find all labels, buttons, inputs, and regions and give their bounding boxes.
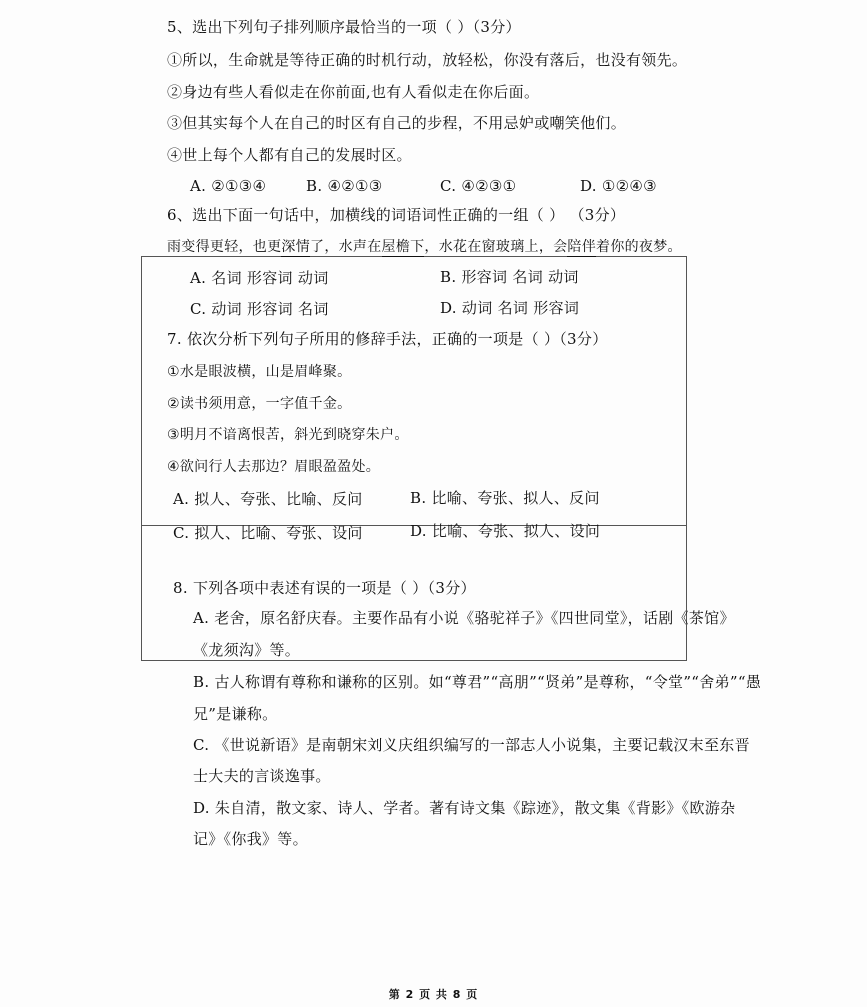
q7-sentence-4: ④欲问行人去那边？眉眼盈盈处。 <box>167 459 381 475</box>
q6-sentence-part-3: ，水花在窗玻璃上，会 <box>424 239 568 255</box>
q8-option-a-line-1: A. 老舍，原名舒庆春。主要作品有小说《骆驼祥子》《四世同堂》，话剧《茶馆》 <box>193 609 735 627</box>
q7-option-d: D. 比喻、夸张、拟人、设问 <box>410 522 601 540</box>
q7-sentence-3: ③明月不谙离恨苦，斜光到晓穿朱户。 <box>167 427 409 443</box>
q6-option-b: B. 形容词 名词 动词 <box>440 268 579 286</box>
q6-underlined-word-2: 屋檐下 <box>381 239 425 255</box>
q8-option-b-line-1: B. 古人称谓有尊称和谦称的区别。如“尊君”“高朋”“贤弟”是尊称，“令堂”“舍弟”“愚 <box>193 673 762 691</box>
q6-sentence-part-1: 雨变得更轻，也更 <box>167 239 282 255</box>
q8-option-b-line-2: 兄”是谦称。 <box>193 705 278 723</box>
page-number-footer: 第 2 页 共 8 页 <box>388 988 479 1001</box>
q5-sentence-4: ④世上每个人都有自己的发展时区。 <box>167 146 412 164</box>
q6-underlined-word-1: 深情 <box>281 239 311 255</box>
q8-option-d-line-1: D. 朱自清，散文家、诗人、学者。著有诗文集《踪迹》，散文集《背影》《欧游杂 <box>193 799 736 817</box>
q5-option-c: C. ④②③① <box>440 177 517 195</box>
q5-stem: 5、选出下列句子排列顺序最恰当的一项（ ）（3分） <box>167 18 521 36</box>
q8-stem: 8. 下列各项中表述有误的一项是（ ）（3分） <box>173 579 476 597</box>
q6-option-c: C. 动词 形容词 名词 <box>190 300 329 318</box>
q5-sentence-2: ②身边有些人看似走在你前面,也有人看似走在你后面。 <box>167 83 540 101</box>
q6-sentence-part-4: 着你的夜梦。 <box>596 239 682 255</box>
q8-option-c-line-2: 士大夫的言谈逸事。 <box>193 767 331 785</box>
q6-option-a: A. 名词 形容词 动词 <box>190 269 329 287</box>
q5-option-d: D. ①②④③ <box>580 177 657 195</box>
q6-sentence-part-2: 了，水声在 <box>310 239 382 255</box>
q7-stem: 7. 依次分析下列句子所用的修辞手法，正确的一项是（ ）（3分） <box>167 330 608 348</box>
q5-sentence-3: ③但其实每个人在自己的时区有自己的步程，不用忌妒或嘲笑他们。 <box>167 114 627 132</box>
q5-sentence-1: ①所以，生命就是等待正确的时机行动，放轻松，你没有落后，也没有领先。 <box>167 51 688 69</box>
q7-option-b: B. 比喻、夸张、拟人、反问 <box>410 489 600 507</box>
q7-option-a: A. 拟人、夸张、比喻、反问 <box>173 490 363 508</box>
q8-option-d-line-2: 记》《你我》等。 <box>193 830 308 848</box>
q6-stem: 6、选出下面一句话中，加横线的词语词性正确的一组（ ） （3分） <box>167 206 626 224</box>
q5-option-b: B. ④②①③ <box>306 177 383 195</box>
q7-sentence-2: ②读书须用意，一字值千金。 <box>167 396 352 412</box>
q6-underlined-word-3: 陪伴 <box>567 239 597 255</box>
q6-option-d: D. 动词 名词 形容词 <box>440 299 580 317</box>
q7-sentence-1: ①水是眼波横，山是眉峰聚。 <box>167 364 352 380</box>
q8-option-c-line-1: C. 《世说新语》是南朝宋刘义庆组织编写的一部志人小说集，主要记载汉末至东晋 <box>193 736 750 754</box>
q5-option-a: A. ②①③④ <box>190 177 267 195</box>
q8-option-a-line-2: 《龙须沟》等。 <box>193 641 301 659</box>
q6-sentence <box>167 237 682 257</box>
q7-option-c: C. 拟人、比喻、夸张、设问 <box>173 524 363 542</box>
